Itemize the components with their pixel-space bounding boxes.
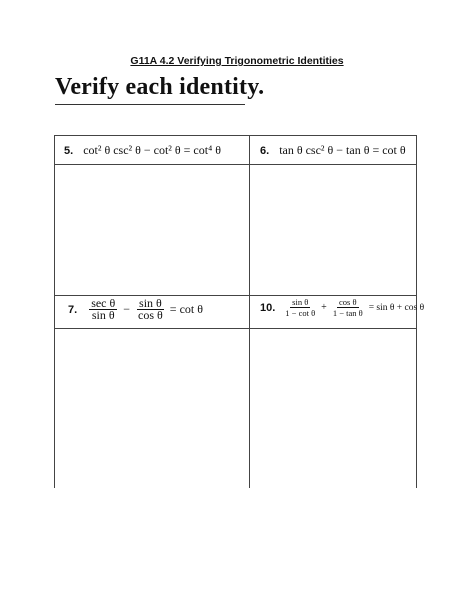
heading-underline xyxy=(55,104,245,105)
problem-number: 10. xyxy=(260,301,276,314)
numerator: sin θ xyxy=(139,296,162,310)
grid-top-border xyxy=(54,135,417,136)
numerator: cos θ xyxy=(338,297,357,307)
problem-number: 6. xyxy=(260,144,270,157)
problem-6 xyxy=(260,143,406,158)
denominator: sin θ xyxy=(91,308,115,322)
numerator: sec θ xyxy=(91,296,116,310)
row2-header-divider xyxy=(54,328,417,329)
numerator: sin θ xyxy=(292,297,309,307)
fraction xyxy=(89,298,117,321)
problem-number: 7. xyxy=(68,303,78,316)
operator: − xyxy=(123,302,131,316)
page-title: G11A 4.2 Verifying Trigonometric Identities xyxy=(130,55,344,67)
grid-center-divider xyxy=(249,135,250,488)
problem-10 xyxy=(260,297,424,318)
denominator: cos θ xyxy=(138,308,163,322)
problem-7 xyxy=(68,298,203,321)
right-hand-side: = cot θ xyxy=(169,302,203,316)
row1-header-divider xyxy=(54,164,417,165)
fraction xyxy=(331,297,365,318)
right-hand-side: = sin θ + cos θ xyxy=(368,302,425,313)
fraction xyxy=(283,297,317,318)
instructions-heading: Verify each identity. xyxy=(55,74,265,100)
fraction xyxy=(136,298,165,321)
grid-left-border xyxy=(54,135,55,488)
problem-number: 5. xyxy=(64,144,74,157)
problem-grid xyxy=(54,135,425,488)
problem-5 xyxy=(64,143,221,158)
denominator: 1 − cot θ xyxy=(285,308,316,318)
operator: + xyxy=(321,302,327,313)
problem-expression: cot² θ csc² θ − cot² θ = cot⁴ θ xyxy=(83,143,221,157)
problem-expression: tan θ csc² θ − tan θ = cot θ xyxy=(279,143,406,157)
denominator: 1 − tan θ xyxy=(332,308,363,318)
